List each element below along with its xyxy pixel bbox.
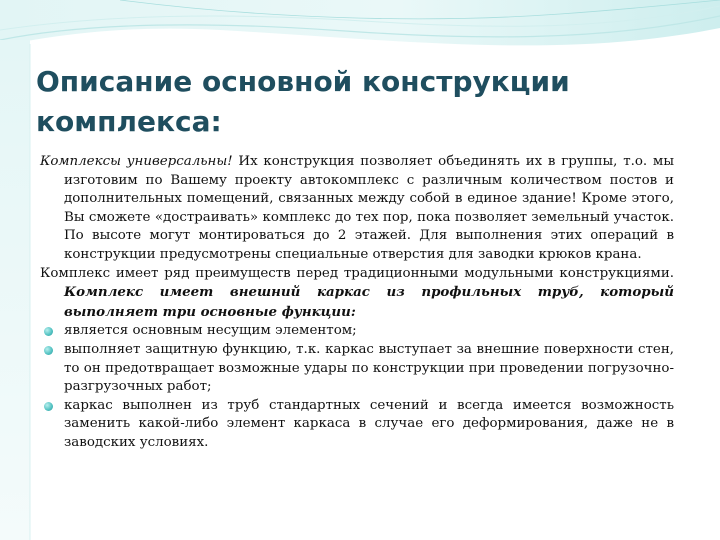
bullet-dot-icon	[44, 402, 53, 411]
title-line-2: комплекса:	[36, 105, 222, 138]
list-item-text: выполняет защитную функцию, т.к. каркас выступает за внешние поверхности стен, то он предотвращает возможные удары по конструкции при проведении погрузочно-разгрузочных работ;	[64, 341, 674, 395]
paragraph-1-lead: Комплексы универсальны!	[40, 154, 233, 169]
list-item-text: каркас выполнен из труб стандартных сечений и всегда имеется возможность заменить какой-либо элемент каркаса в случае его деформирования, даже не в заводских условиях.	[64, 397, 674, 450]
title-line-1: Описание основной конструкции	[36, 65, 570, 98]
top-wave-band	[0, 0, 720, 46]
content-body	[40, 153, 674, 453]
left-band	[0, 40, 30, 540]
bullet-dot-icon	[44, 327, 53, 336]
list-item	[40, 322, 674, 341]
paragraph-2-emphasis: Комплекс имеет внешний каркас из профильных труб, который выполняет три основные функции:	[64, 284, 674, 320]
list-item	[40, 397, 674, 453]
function-list	[40, 322, 674, 452]
bullet-dot-icon	[44, 346, 53, 355]
paragraph-1-text: Их конструкция позволяет объединять их в группы, т.о. мы изготовим по Вашему проекту автокомплекс с различным количеством постов и дополнительных помещений, связанных между собой в единое здание! Кроме этого, Вы сможете «достраивать» комплекс до тех пор, пока позволяет земельный участок. По высоте могут монтироваться до 2 этажей. Для выполнения этих операций в конструкции предусмотрены специальные отверстия для заводки крюков крана.	[64, 154, 674, 262]
list-item-text: является основным несущим элементом;	[64, 323, 357, 339]
paragraph-1	[40, 153, 674, 265]
paragraph-2-text: Комплекс имеет ряд преимуществ перед традиционными модульными конструкциями.	[40, 265, 674, 281]
list-item	[40, 341, 674, 397]
paragraph-2	[40, 265, 674, 323]
slide-title	[36, 62, 676, 142]
